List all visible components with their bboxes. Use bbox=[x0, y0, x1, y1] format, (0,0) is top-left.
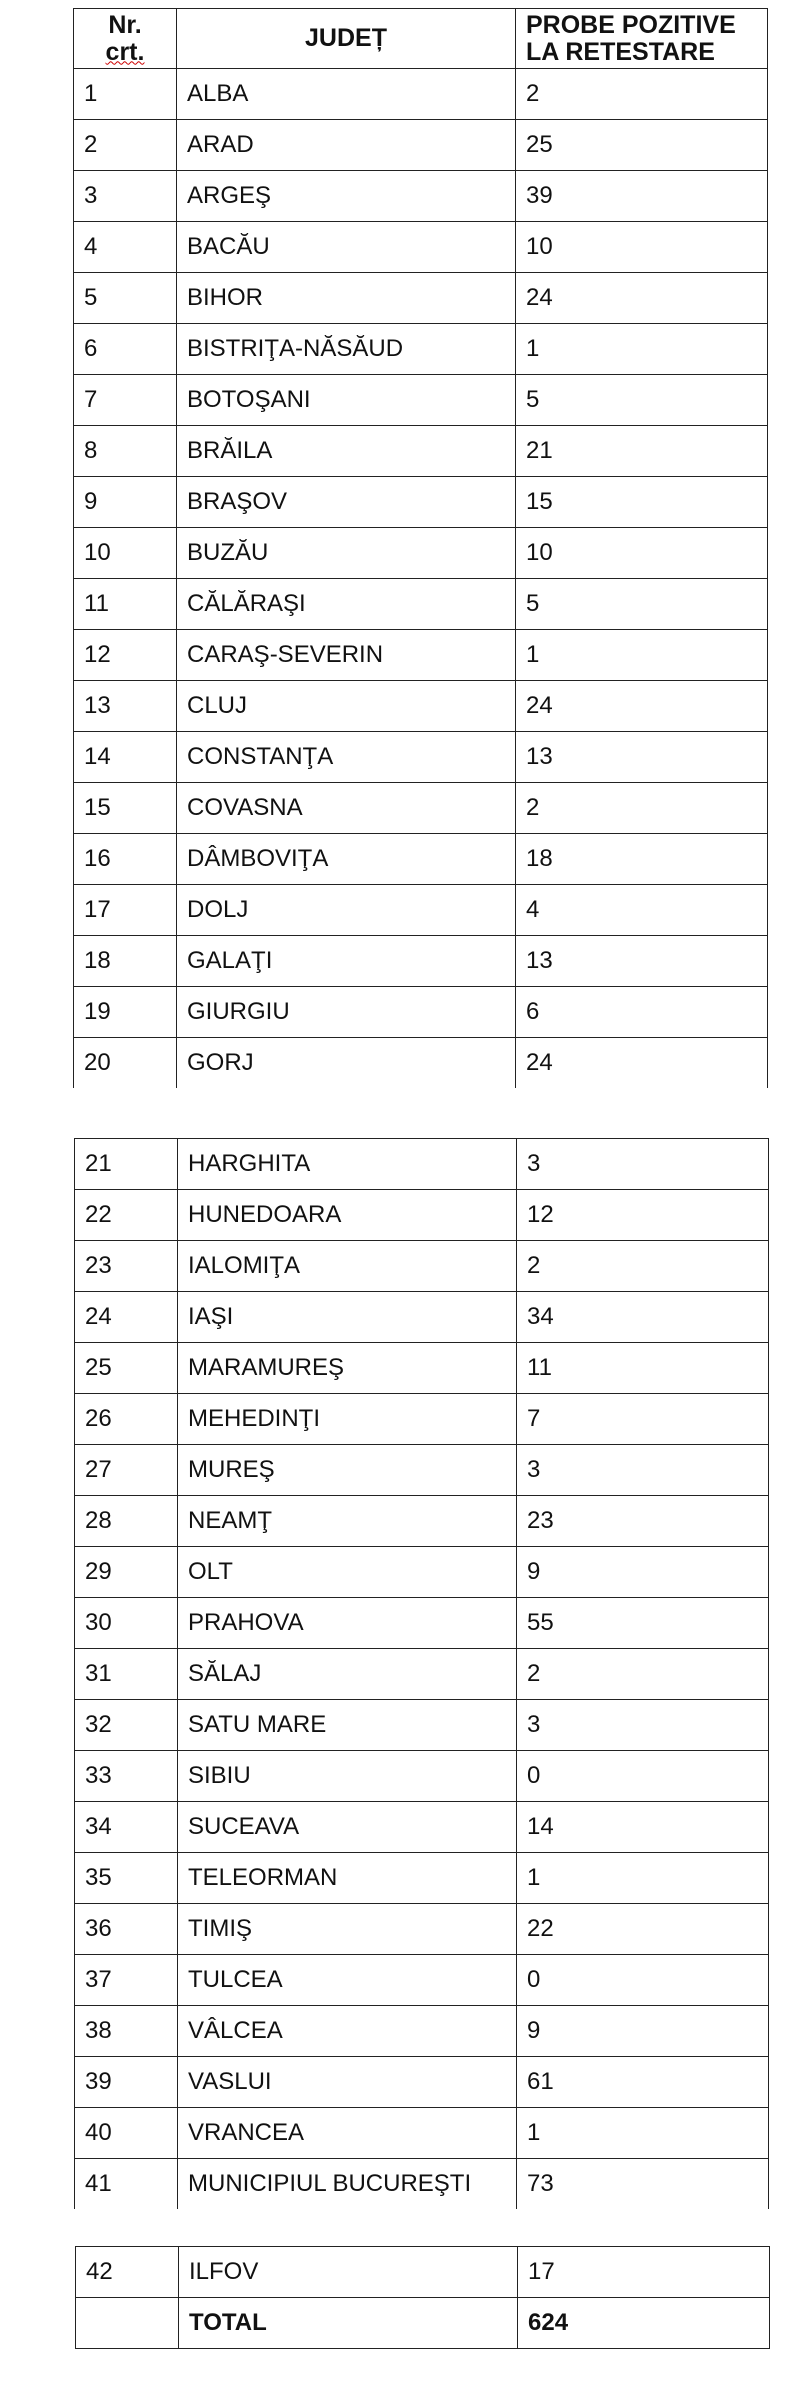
positive-count-cell: 24 bbox=[516, 273, 768, 324]
table-row bbox=[74, 579, 768, 630]
positive-count-cell: 10 bbox=[516, 222, 768, 273]
total-value: 624 bbox=[518, 2298, 770, 2349]
positive-count-cell: 9 bbox=[517, 1547, 769, 1598]
positive-count-cell: 10 bbox=[516, 528, 768, 579]
table-row bbox=[75, 1445, 769, 1496]
positive-count-cell: 3 bbox=[517, 1700, 769, 1751]
county-name-cell: ARGEŞ bbox=[177, 171, 516, 222]
county-name-cell: SĂLAJ bbox=[178, 1649, 517, 1700]
county-name-cell: DOLJ bbox=[177, 885, 516, 936]
table-row bbox=[75, 1496, 769, 1547]
row-number-cell: 36 bbox=[75, 1904, 178, 1955]
county-name-cell: ALBA bbox=[177, 69, 516, 120]
county-name-cell: GALAŢI bbox=[177, 936, 516, 987]
positive-count-cell: 2 bbox=[516, 783, 768, 834]
row-number-cell: 32 bbox=[75, 1700, 178, 1751]
positive-count-cell: 18 bbox=[516, 834, 768, 885]
table-row bbox=[75, 1292, 769, 1343]
positive-count-cell: 13 bbox=[516, 936, 768, 987]
county-name-cell: CONSTANŢA bbox=[177, 732, 516, 783]
row-number-cell: 31 bbox=[75, 1649, 178, 1700]
table-row bbox=[74, 273, 768, 324]
county-name-cell: VASLUI bbox=[178, 2057, 517, 2108]
positive-count-cell: 34 bbox=[517, 1292, 769, 1343]
row-number-cell: 17 bbox=[74, 885, 177, 936]
county-name-cell: VÂLCEA bbox=[178, 2006, 517, 2057]
row-number-cell: 6 bbox=[74, 324, 177, 375]
row-number-cell: 4 bbox=[74, 222, 177, 273]
county-name-cell: CLUJ bbox=[177, 681, 516, 732]
table-row bbox=[75, 1700, 769, 1751]
positive-count-cell: 1 bbox=[516, 324, 768, 375]
row-number-cell: 26 bbox=[75, 1394, 178, 1445]
county-name-cell: TULCEA bbox=[178, 1955, 517, 2006]
positive-count-cell: 2 bbox=[517, 1649, 769, 1700]
county-name-cell: MUNICIPIUL BUCUREŞTI bbox=[178, 2159, 517, 2210]
header-probe-line2: LA RETESTARE bbox=[526, 37, 715, 66]
county-name-cell: GIURGIU bbox=[177, 987, 516, 1038]
table-row bbox=[75, 1853, 769, 1904]
county-name-cell: DÂMBOVIŢA bbox=[177, 834, 516, 885]
row-number-cell: 9 bbox=[74, 477, 177, 528]
positive-count-cell: 7 bbox=[517, 1394, 769, 1445]
header-nr: Nr. bbox=[108, 10, 142, 39]
total-label: TOTAL bbox=[179, 2298, 518, 2349]
table-row bbox=[74, 630, 768, 681]
positive-count-cell: 55 bbox=[517, 1598, 769, 1649]
county-name-cell: BUZĂU bbox=[177, 528, 516, 579]
table-row bbox=[75, 1190, 769, 1241]
county-name-cell: BACĂU bbox=[177, 222, 516, 273]
positive-count-cell: 39 bbox=[516, 171, 768, 222]
county-name-cell: BISTRIŢA-NĂSĂUD bbox=[177, 324, 516, 375]
table-row bbox=[76, 2247, 770, 2298]
row-number-cell: 16 bbox=[74, 834, 177, 885]
results-table-part-1 bbox=[73, 8, 768, 1088]
positive-count-cell: 6 bbox=[516, 987, 768, 1038]
county-name-cell: GORJ bbox=[177, 1038, 516, 1089]
county-name-cell: MARAMUREŞ bbox=[178, 1343, 517, 1394]
table-row bbox=[75, 1904, 769, 1955]
row-number-cell: 12 bbox=[74, 630, 177, 681]
row-number-cell: 29 bbox=[75, 1547, 178, 1598]
row-number-cell: 24 bbox=[75, 1292, 178, 1343]
table-row bbox=[75, 2006, 769, 2057]
table-body-part-1 bbox=[74, 69, 768, 1089]
row-number-cell: 7 bbox=[74, 375, 177, 426]
county-name-cell: HARGHITA bbox=[178, 1139, 517, 1190]
county-name-cell: BIHOR bbox=[177, 273, 516, 324]
positive-count-cell: 73 bbox=[517, 2159, 769, 2210]
row-number-cell: 2 bbox=[74, 120, 177, 171]
table-body-part-2 bbox=[75, 1139, 769, 2210]
positive-count-cell: 4 bbox=[516, 885, 768, 936]
positive-count-cell: 17 bbox=[518, 2247, 770, 2298]
county-name-cell: COVASNA bbox=[177, 783, 516, 834]
row-number-cell: 20 bbox=[74, 1038, 177, 1089]
positive-count-cell: 3 bbox=[517, 1139, 769, 1190]
positive-count-cell: 1 bbox=[517, 1853, 769, 1904]
table-row bbox=[75, 1649, 769, 1700]
positive-count-cell: 15 bbox=[516, 477, 768, 528]
header-crt: crt. bbox=[105, 37, 145, 66]
header-probe-line1: PROBE POZITIVE bbox=[526, 10, 736, 39]
results-table-part-3 bbox=[75, 2246, 770, 2349]
row-number-cell: 1 bbox=[74, 69, 177, 120]
table-row bbox=[74, 69, 768, 120]
positive-count-cell: 5 bbox=[516, 579, 768, 630]
positive-count-cell: 22 bbox=[517, 1904, 769, 1955]
total-row bbox=[76, 2298, 770, 2349]
table-row bbox=[75, 1394, 769, 1445]
table-row bbox=[75, 1802, 769, 1853]
row-number-cell: 10 bbox=[74, 528, 177, 579]
positive-count-cell: 1 bbox=[517, 2108, 769, 2159]
table-row bbox=[75, 2159, 769, 2210]
row-number-cell: 22 bbox=[75, 1190, 178, 1241]
table-row bbox=[75, 1955, 769, 2006]
table-row bbox=[75, 1343, 769, 1394]
header-probe bbox=[516, 9, 768, 69]
positive-count-cell: 1 bbox=[516, 630, 768, 681]
row-number-cell: 14 bbox=[74, 732, 177, 783]
row-number-cell: 19 bbox=[74, 987, 177, 1038]
table-row bbox=[75, 1241, 769, 1292]
table-row bbox=[74, 987, 768, 1038]
row-number-cell: 15 bbox=[74, 783, 177, 834]
table-row bbox=[74, 477, 768, 528]
county-name-cell: SIBIU bbox=[178, 1751, 517, 1802]
county-name-cell: PRAHOVA bbox=[178, 1598, 517, 1649]
table-row bbox=[75, 2108, 769, 2159]
header-nr-crt bbox=[74, 9, 177, 69]
table-row bbox=[74, 834, 768, 885]
positive-count-cell: 25 bbox=[516, 120, 768, 171]
table-row bbox=[74, 375, 768, 426]
county-name-cell: IALOMIŢA bbox=[178, 1241, 517, 1292]
row-number-cell: 28 bbox=[75, 1496, 178, 1547]
county-name-cell: IAŞI bbox=[178, 1292, 517, 1343]
county-name-cell: TIMIŞ bbox=[178, 1904, 517, 1955]
total-nr-cell bbox=[76, 2298, 179, 2349]
positive-count-cell: 5 bbox=[516, 375, 768, 426]
county-name-cell: MUREŞ bbox=[178, 1445, 517, 1496]
results-table-part-2 bbox=[74, 1138, 769, 2209]
county-name-cell: CĂLĂRAŞI bbox=[177, 579, 516, 630]
row-number-cell: 30 bbox=[75, 1598, 178, 1649]
table-row bbox=[74, 1038, 768, 1089]
county-name-cell: MEHEDINŢI bbox=[178, 1394, 517, 1445]
positive-count-cell: 61 bbox=[517, 2057, 769, 2108]
row-number-cell: 18 bbox=[74, 936, 177, 987]
table-row bbox=[74, 732, 768, 783]
row-number-cell: 35 bbox=[75, 1853, 178, 1904]
row-number-cell: 37 bbox=[75, 1955, 178, 2006]
county-name-cell: OLT bbox=[178, 1547, 517, 1598]
row-number-cell: 41 bbox=[75, 2159, 178, 2210]
county-name-cell: SATU MARE bbox=[178, 1700, 517, 1751]
positive-count-cell: 12 bbox=[517, 1190, 769, 1241]
row-number-cell: 25 bbox=[75, 1343, 178, 1394]
county-name-cell: TELEORMAN bbox=[178, 1853, 517, 1904]
table-row bbox=[74, 426, 768, 477]
table-row bbox=[75, 2057, 769, 2108]
row-number-cell: 23 bbox=[75, 1241, 178, 1292]
positive-count-cell: 23 bbox=[517, 1496, 769, 1547]
table-body-part-3 bbox=[76, 2247, 770, 2298]
positive-count-cell: 24 bbox=[516, 681, 768, 732]
row-number-cell: 8 bbox=[74, 426, 177, 477]
county-name-cell: ARAD bbox=[177, 120, 516, 171]
table-row bbox=[75, 1751, 769, 1802]
table-row bbox=[74, 222, 768, 273]
table-row bbox=[75, 1139, 769, 1190]
county-name-cell: ILFOV bbox=[179, 2247, 518, 2298]
row-number-cell: 13 bbox=[74, 681, 177, 732]
table-row bbox=[74, 885, 768, 936]
table-row bbox=[74, 936, 768, 987]
positive-count-cell: 14 bbox=[517, 1802, 769, 1853]
header-row bbox=[74, 9, 768, 69]
table-row bbox=[75, 1547, 769, 1598]
positive-count-cell: 3 bbox=[517, 1445, 769, 1496]
positive-count-cell: 0 bbox=[517, 1955, 769, 2006]
table-row bbox=[74, 528, 768, 579]
row-number-cell: 11 bbox=[74, 579, 177, 630]
positive-count-cell: 21 bbox=[516, 426, 768, 477]
table-row bbox=[74, 171, 768, 222]
county-name-cell: BRAŞOV bbox=[177, 477, 516, 528]
row-number-cell: 27 bbox=[75, 1445, 178, 1496]
row-number-cell: 3 bbox=[74, 171, 177, 222]
row-number-cell: 21 bbox=[75, 1139, 178, 1190]
positive-count-cell: 24 bbox=[516, 1038, 768, 1089]
header-judet: JUDEȚ bbox=[177, 9, 516, 69]
county-name-cell: BRĂILA bbox=[177, 426, 516, 477]
table-row bbox=[74, 783, 768, 834]
county-name-cell: SUCEAVA bbox=[178, 1802, 517, 1853]
county-name-cell: BOTOŞANI bbox=[177, 375, 516, 426]
positive-count-cell: 13 bbox=[516, 732, 768, 783]
county-name-cell: NEAMŢ bbox=[178, 1496, 517, 1547]
positive-count-cell: 9 bbox=[517, 2006, 769, 2057]
row-number-cell: 33 bbox=[75, 1751, 178, 1802]
positive-count-cell: 2 bbox=[516, 69, 768, 120]
row-number-cell: 40 bbox=[75, 2108, 178, 2159]
row-number-cell: 34 bbox=[75, 1802, 178, 1853]
table-row bbox=[75, 1598, 769, 1649]
positive-count-cell: 2 bbox=[517, 1241, 769, 1292]
row-number-cell: 39 bbox=[75, 2057, 178, 2108]
row-number-cell: 42 bbox=[76, 2247, 179, 2298]
row-number-cell: 5 bbox=[74, 273, 177, 324]
row-number-cell: 38 bbox=[75, 2006, 178, 2057]
table-row bbox=[74, 324, 768, 375]
county-name-cell: VRANCEA bbox=[178, 2108, 517, 2159]
table-row bbox=[74, 120, 768, 171]
county-name-cell: HUNEDOARA bbox=[178, 1190, 517, 1241]
table-row bbox=[74, 681, 768, 732]
county-name-cell: CARAŞ-SEVERIN bbox=[177, 630, 516, 681]
positive-count-cell: 0 bbox=[517, 1751, 769, 1802]
positive-count-cell: 11 bbox=[517, 1343, 769, 1394]
